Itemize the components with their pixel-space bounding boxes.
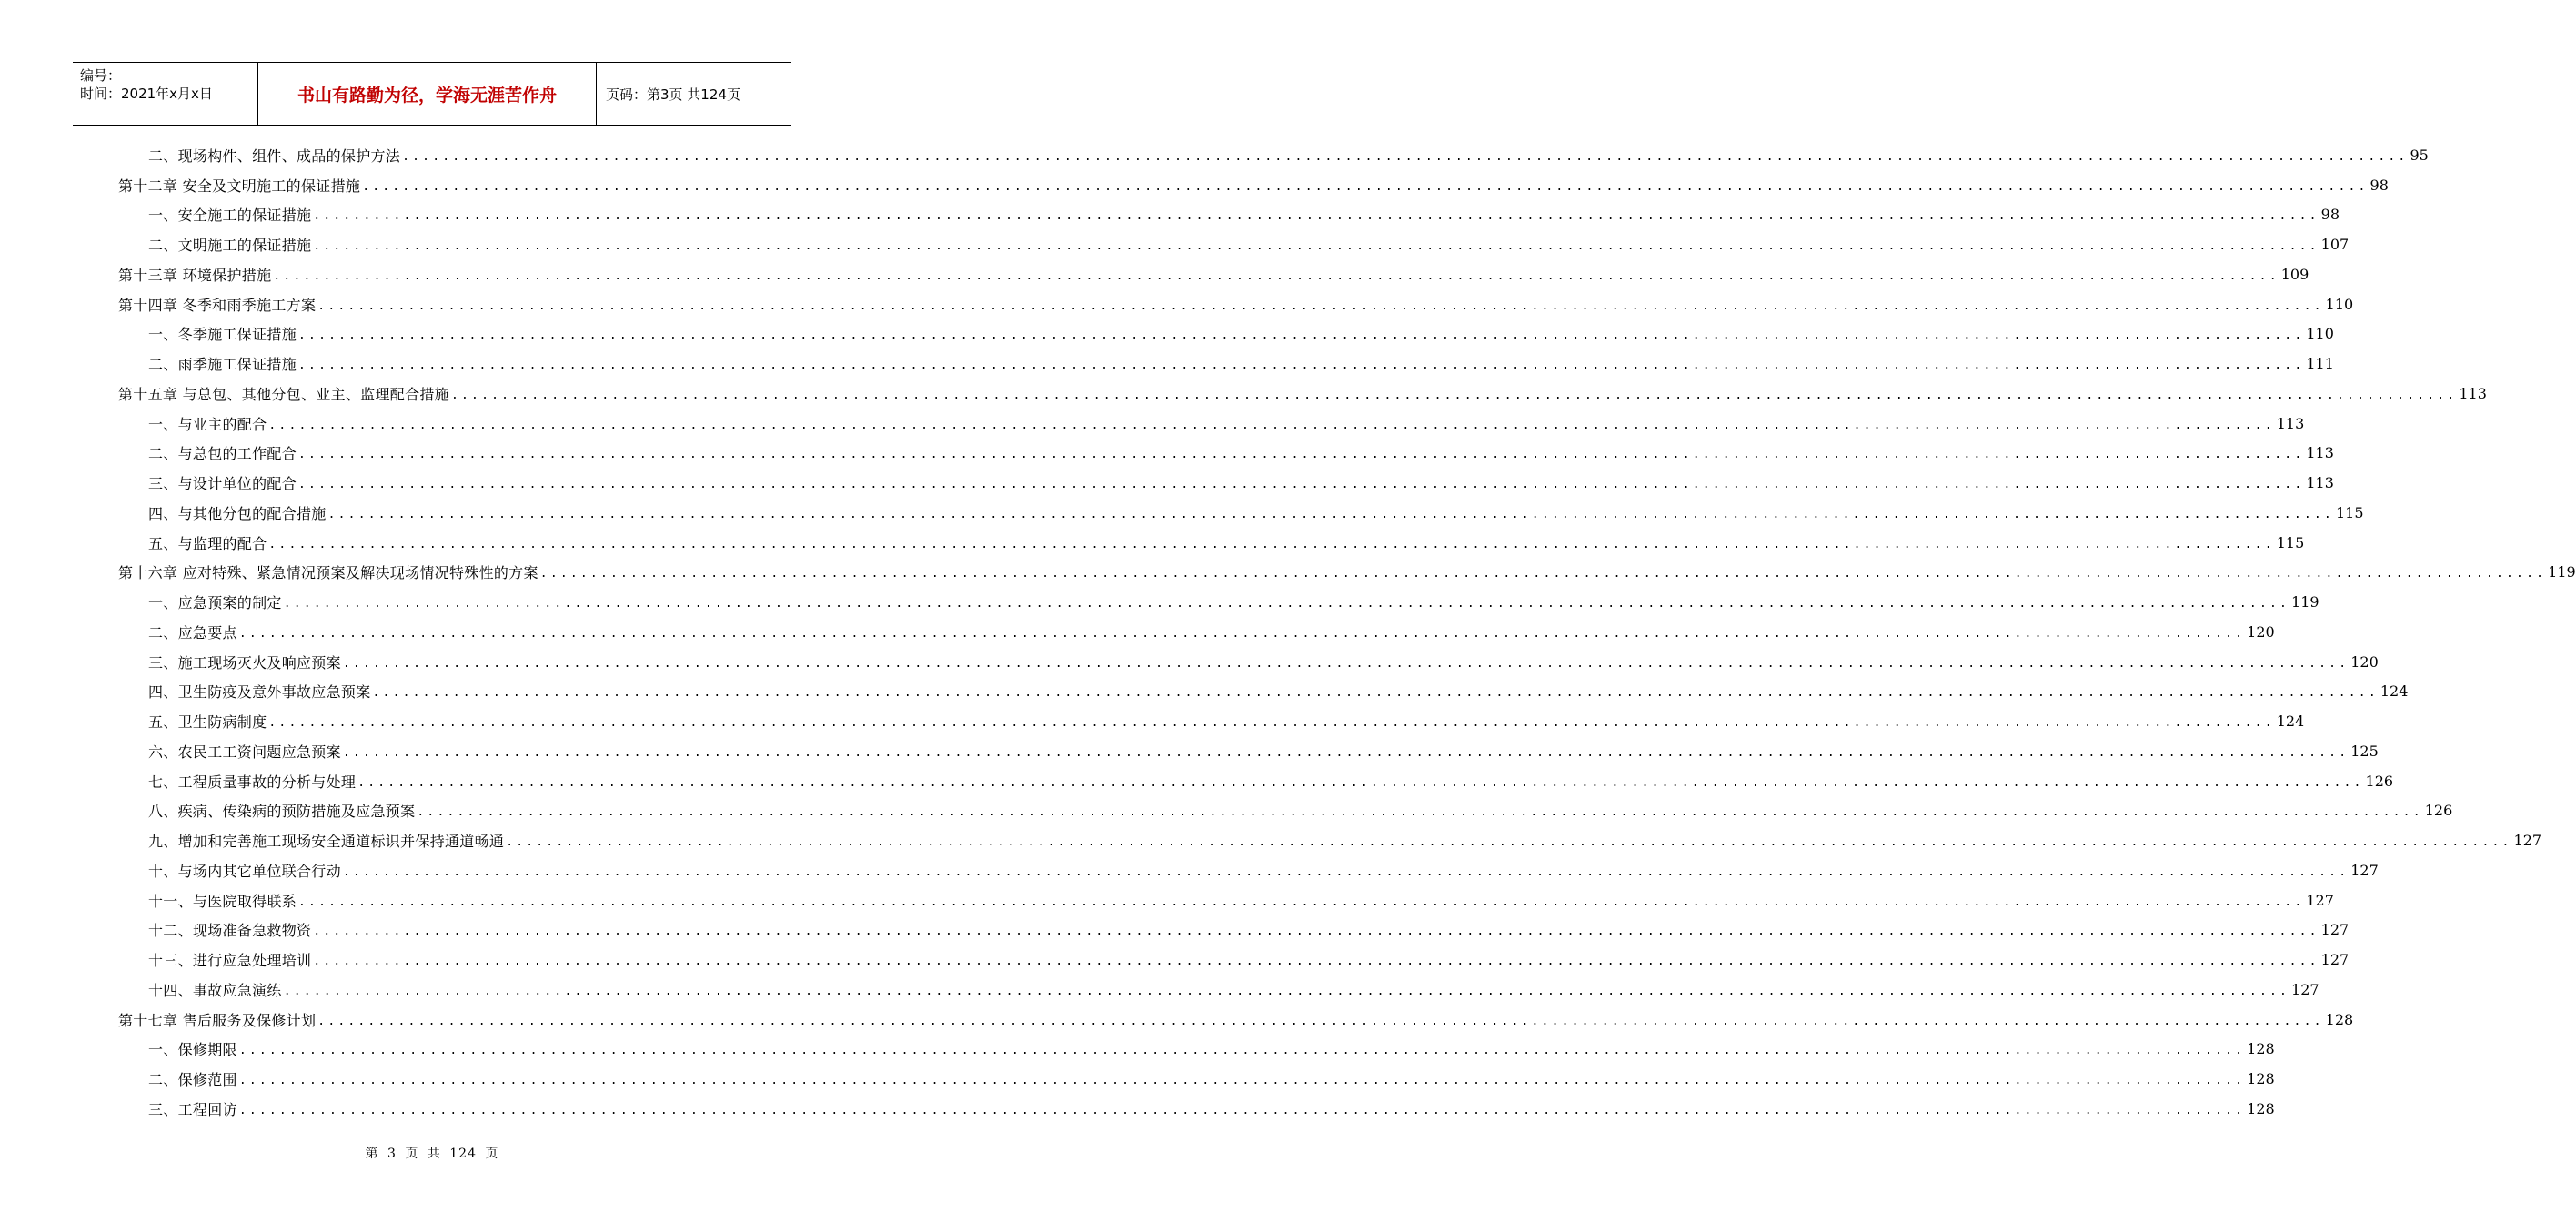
toc-entry-page: 113: [2276, 414, 2305, 432]
toc-entry-page: 124: [2276, 713, 2305, 731]
toc-entry-title: 第十六章 应对特殊、紧急情况预案及解决现场情况特殊性的方案: [118, 564, 538, 582]
toc-dot-leader: ........................................................................................................................................................................................................: [283, 597, 2290, 612]
toc-dot-leader: ........................................................................................................................................................................................................: [317, 1014, 2324, 1028]
header-motto: 书山有路勤为径，学海无涯苦作舟: [257, 63, 597, 125]
toc-section-entry[interactable]: [118, 528, 2305, 558]
toc-section-entry[interactable]: [118, 945, 2350, 975]
toc-entry-title: 五、与监理的配合: [148, 534, 267, 552]
toc-entry-page: 98: [2320, 206, 2340, 224]
page-footer: [0, 1144, 864, 1162]
toc-section-entry[interactable]: [118, 229, 2350, 259]
page-header-table: [73, 62, 791, 126]
toc-dot-leader: ........................................................................................................................................................................................................: [342, 864, 2350, 879]
toc-entry-title: 三、与设计单位的配合: [148, 475, 297, 493]
toc-entry-title: 六、农民工工资问题应急预案: [148, 743, 341, 761]
toc-entry-title: 二、保修范围: [148, 1071, 237, 1089]
toc-section-entry[interactable]: [118, 766, 2394, 796]
toc-entry-page: 119: [2548, 563, 2576, 581]
toc-entry-page: 115: [2335, 503, 2364, 521]
toc-section-entry[interactable]: [118, 1035, 2275, 1065]
toc-entry-title: 三、工程回访: [148, 1100, 237, 1118]
toc-entry-page: 127: [2291, 980, 2319, 998]
toc-entry-page: 107: [2320, 236, 2350, 254]
toc-dot-leader: ........................................................................................................................................................................................................: [313, 925, 2319, 939]
toc-entry-page: 128: [2247, 1040, 2275, 1058]
toc-entry-title: 十、与场内其它单位联合行动: [148, 862, 341, 880]
toc-entry-title: 十一、与医院取得联系: [148, 892, 297, 910]
toc-dot-leader: ........................................................................................................................................................................................................: [268, 418, 2275, 432]
toc-section-entry[interactable]: [118, 617, 2275, 647]
toc-entry-title: 二、雨季施工保证措施: [148, 356, 297, 374]
footer-page-number: 第 3 页 共 124 页: [365, 1147, 499, 1161]
toc-section-entry[interactable]: [118, 1064, 2275, 1094]
toc-dot-leader: ........................................................................................................................................................................................................: [417, 805, 2423, 820]
toc-chapter-entry[interactable]: [118, 558, 2576, 588]
toc-entry-title: 三、施工现场灭火及响应预案: [148, 653, 341, 672]
toc-entry-title: 二、文明施工的保证措施: [148, 237, 312, 255]
toc-dot-leader: ........................................................................................................................................................................................................: [327, 507, 2334, 521]
toc-dot-leader: ........................................................................................................................................................................................................: [313, 239, 2319, 254]
toc-entry-page: 120: [2247, 622, 2275, 641]
toc-dot-leader: ........................................................................................................................................................................................................: [238, 1103, 2246, 1117]
toc-section-entry[interactable]: [118, 677, 2409, 707]
toc-section-entry[interactable]: [118, 915, 2350, 945]
toc-entry-title: 四、卫生防疫及意外事故应急预案: [148, 683, 371, 702]
toc-entry-page: 119: [2291, 593, 2319, 612]
toc-entry-page: 113: [2459, 384, 2487, 402]
toc-dot-leader: ........................................................................................................................................................................................................: [268, 537, 2275, 551]
toc-entry-page: 127: [2306, 891, 2334, 909]
toc-section-entry[interactable]: [118, 736, 2379, 766]
toc-dot-leader: ........................................................................................................................................................................................................: [298, 328, 2305, 343]
toc-dot-leader: ........................................................................................................................................................................................................: [298, 478, 2305, 492]
toc-entry-title: 十四、事故应急演练: [148, 981, 282, 999]
toc-dot-leader: ........................................................................................................................................................................................................: [539, 567, 2547, 581]
toc-entry-page: 120: [2350, 652, 2379, 671]
toc-chapter-entry[interactable]: [118, 379, 2487, 409]
toc-entry-page: 110: [2306, 325, 2334, 343]
toc-dot-leader: ........................................................................................................................................................................................................: [273, 268, 2279, 283]
toc-dot-leader: ........................................................................................................................................................................................................: [283, 984, 2290, 998]
toc-section-entry[interactable]: [118, 706, 2305, 736]
toc-entry-title: 第十三章 环境保护措施: [118, 266, 272, 284]
toc-section-entry[interactable]: [118, 647, 2379, 677]
toc-entry-title: 七、工程质量事故的分析与处理: [148, 773, 357, 791]
toc-section-entry[interactable]: [118, 319, 2334, 349]
toc-entry-page: 128: [2247, 1070, 2275, 1088]
toc-dot-leader: ........................................................................................................................................................................................................: [362, 179, 2369, 194]
toc-dot-leader: ........................................................................................................................................................................................................: [268, 716, 2275, 731]
toc-dot-leader: ........................................................................................................................................................................................................: [238, 1044, 2246, 1058]
toc-entry-title: 十三、进行应急处理培训: [148, 952, 312, 970]
toc-section-entry[interactable]: [118, 468, 2334, 498]
header-left-cell: [73, 63, 257, 125]
number-label: 编号：: [80, 67, 122, 84]
toc-entry-page: 127: [2513, 832, 2542, 850]
toc-entry-page: 109: [2280, 265, 2309, 283]
date-label: 时间：2021年x月x日: [80, 86, 213, 102]
toc-section-entry[interactable]: [118, 140, 2429, 170]
toc-entry-title: 一、与业主的配合: [148, 415, 267, 433]
toc-section-entry[interactable]: [118, 200, 2340, 230]
toc-entry-page: 95: [2410, 146, 2429, 164]
toc-entry-title: 八、疾病、传染病的预防措施及应急预案: [148, 803, 416, 821]
toc-entry-title: 一、保修期限: [148, 1041, 237, 1059]
toc-section-entry[interactable]: [118, 1094, 2275, 1124]
toc-dot-leader: ........................................................................................................................................................................................................: [313, 955, 2319, 969]
toc-dot-leader: ........................................................................................................................................................................................................: [342, 656, 2350, 671]
toc-entry-page: 113: [2306, 444, 2334, 462]
toc-dot-leader: ........................................................................................................................................................................................................: [313, 209, 2319, 224]
table-of-contents: [118, 140, 2576, 1124]
toc-entry-title: 二、与总包的工作配合: [148, 445, 297, 463]
toc-section-entry[interactable]: [118, 796, 2453, 826]
toc-entry-title: 二、现场构件、组件、成品的保护方法: [148, 147, 401, 165]
header-page-info: 页码：第3页 共124页: [606, 86, 740, 103]
toc-section-entry[interactable]: [118, 587, 2319, 617]
toc-dot-leader: ........................................................................................................................................................................................................: [238, 1074, 2246, 1088]
toc-dot-leader: ........................................................................................................................................................................................................: [298, 359, 2305, 373]
toc-entry-page: 124: [2380, 682, 2409, 701]
toc-entry-page: 113: [2306, 474, 2334, 492]
toc-entry-page: 98: [2370, 176, 2389, 194]
toc-section-entry[interactable]: [118, 409, 2305, 439]
toc-section-entry[interactable]: [118, 855, 2379, 885]
toc-entry-page: 125: [2350, 742, 2379, 760]
toc-section-entry[interactable]: [118, 439, 2334, 469]
toc-entry-page: 126: [2424, 802, 2453, 820]
toc-entry-title: 十二、现场准备急救物资: [148, 922, 312, 940]
toc-chapter-entry[interactable]: [118, 1005, 2354, 1035]
toc-entry-title: 一、冬季施工保证措施: [148, 326, 297, 344]
toc-entry-page: 128: [2247, 1099, 2275, 1117]
toc-entry-title: 第十七章 售后服务及保修计划: [118, 1011, 317, 1029]
toc-entry-title: 二、应急要点: [148, 623, 237, 642]
toc-entry-title: 第十二章 安全及文明施工的保证措施: [118, 177, 361, 195]
toc-dot-leader: ........................................................................................................................................................................................................: [402, 149, 2409, 164]
toc-dot-leader: ........................................................................................................................................................................................................: [451, 388, 2458, 402]
toc-section-entry[interactable]: [118, 349, 2334, 379]
toc-dot-leader: ........................................................................................................................................................................................................: [342, 745, 2350, 760]
toc-section-entry[interactable]: [118, 975, 2319, 1005]
toc-dot-leader: ........................................................................................................................................................................................................: [506, 835, 2512, 850]
toc-entry-page: 127: [2320, 921, 2350, 939]
toc-dot-leader: ........................................................................................................................................................................................................: [298, 895, 2305, 909]
toc-chapter-entry[interactable]: [118, 170, 2389, 200]
toc-entry-page: 115: [2276, 533, 2305, 551]
toc-entry-page: 128: [2325, 1010, 2354, 1028]
toc-section-entry[interactable]: [118, 885, 2334, 915]
toc-entry-title: 一、应急预案的制定: [148, 594, 282, 612]
toc-dot-leader: ........................................................................................................................................................................................................: [317, 298, 2324, 313]
toc-dot-leader: ........................................................................................................................................................................................................: [372, 686, 2379, 701]
toc-entry-page: 127: [2350, 861, 2379, 879]
toc-dot-leader: ........................................................................................................................................................................................................: [238, 626, 2246, 641]
toc-dot-leader: ........................................................................................................................................................................................................: [357, 775, 2364, 790]
toc-section-entry[interactable]: [118, 825, 2542, 855]
toc-dot-leader: ........................................................................................................................................................................................................: [298, 448, 2305, 462]
toc-entry-page: 110: [2325, 295, 2354, 313]
toc-section-entry[interactable]: [118, 498, 2364, 528]
toc-entry-page: 126: [2365, 772, 2394, 790]
toc-entry-title: 五、卫生防病制度: [148, 713, 267, 732]
toc-chapter-entry[interactable]: [118, 259, 2309, 289]
toc-entry-title: 九、增加和完善施工现场安全通道标识并保持通道畅通: [148, 833, 505, 851]
toc-entry-page: 111: [2306, 355, 2334, 373]
toc-entry-title: 四、与其他分包的配合措施: [148, 504, 327, 522]
toc-entry-title: 第十四章 冬季和雨季施工方案: [118, 296, 317, 314]
toc-entry-title: 一、安全施工的保证措施: [148, 207, 312, 225]
toc-entry-page: 127: [2320, 951, 2350, 969]
toc-chapter-entry[interactable]: [118, 289, 2354, 319]
toc-entry-title: 第十五章 与总包、其他分包、业主、监理配合措施: [118, 385, 449, 403]
